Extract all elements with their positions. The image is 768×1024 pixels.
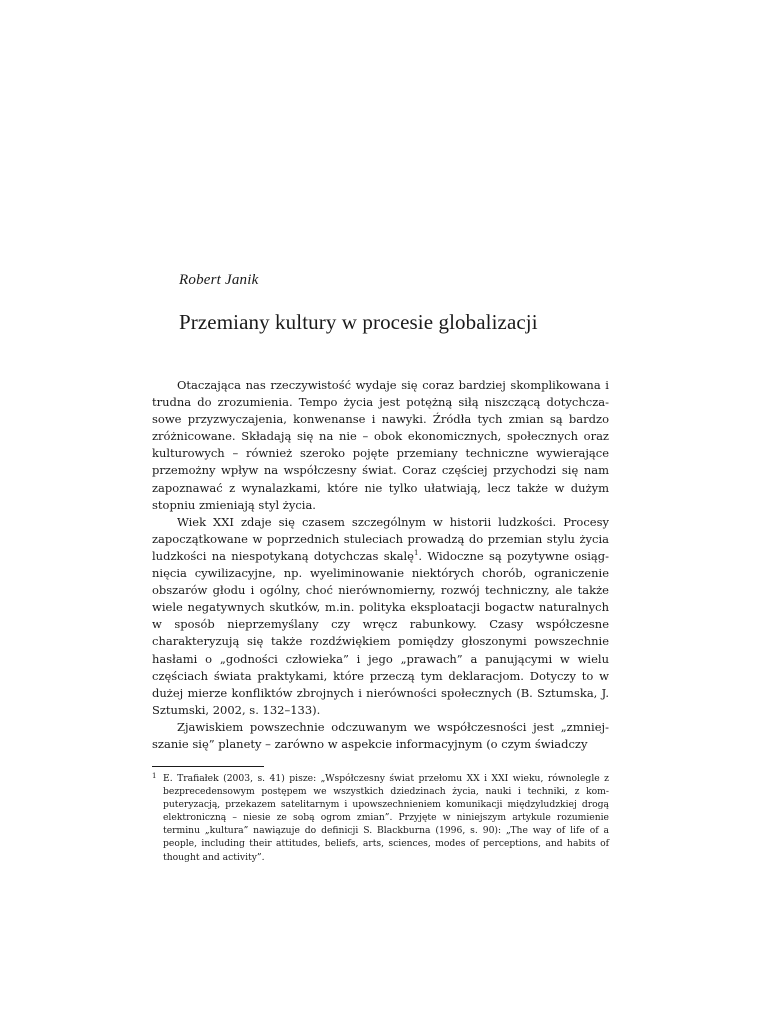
footnote-text: E. Trafiałek (2003, s. 41) pisze: „Współczesny świat przełomu XX i XXI wieku, równolegle z bezprecedensowym postępem we wszystkich dziedzinach życia, nauki i techniki, z komputeryzacją, przekazem satelitarnym i upowszechnieniem komunikacji międzyludzkiej drogą elektroniczną – niesie ze sobą ogrom zmian”. Przyjęte w niniejszym artykule rozumienie terminu „kultura” nawiązuje do definicji S. Blackburna (1996, s. 90): „The way of life of a people, including their attitudes, beliefs, arts, sciences, modes of perceptions, and habits of thought and activity”. <box>163 773 609 863</box>
paragraph-3: Zjawiskiem powszechnie odczuwanym we współczesności jest „zmniejszanie się” planety – zarówno w aspekcie informacyjnym (o czym świadczy <box>152 719 609 751</box>
footnote <box>152 772 609 864</box>
article-title: Przemiany kultury w procesie globalizacji <box>179 310 538 334</box>
author-name: Robert Janik <box>179 272 259 288</box>
paragraph-2-text-b: . Widoczne są pozytywne osiągnięcia cywilizacyjne, np. wyeliminowanie niektórych chorób, ograniczenie obszarów głodu i ogólny, choć nierównomierny, rozwój techniczny, ale także wiele negatywnych skutków, m.in. polityka eksploatacji bogactw naturalnych w sposób nieprzemyślany czy wręcz rabunkowy. Czasy współczesne charakteryzują się także rozdźwiękiem pomiędzy głoszonymi powszechnie hasłami o „godności człowieka” i jego „prawach” a panującymi w wielu częściach świata praktykami, które przeczą tym deklaracjom. Dotyczy to w dużej mierze konfliktów zbrojnych i nierówności społecznych (B. Sztumska, J. Sztumski, 2002, s. 132–133). <box>152 548 609 717</box>
article-body <box>152 377 609 753</box>
footnote-number: 1 <box>152 772 157 780</box>
footnote-divider <box>152 766 264 767</box>
paragraph-1: Otaczająca nas rzeczywistość wydaje się coraz bardziej skomplikowana i trudna do zrozumienia. Tempo życia jest potężną siłą niszczącą dotychczasowe przyzwyczajenia, konwenanse i nawyki. Źródła tych zmian są bardzo zróżnicowane. Składają się na nie – obok ekonomicznych, społecznych oraz kulturowych – również szeroko pojęte przemiany techniczne wywierające przemożny wpływ na współczesny świat. Coraz częściej przychodzi się nam zapoznawać z wynalazkami, które nie tylko ułatwiają, lecz także w dużym stopniu zmieniają styl życia. <box>152 378 609 512</box>
footnote-reference: 1 <box>413 549 419 558</box>
paragraph-2-text-a: Wiek XXI zdaje się czasem szczególnym w historii ludzkości. Procesy zapoczątkowane w poprzednich stuleciach prowadzą do przemian stylu życia ludzkości na niespotykaną dotychczas skalę <box>152 514 609 563</box>
paragraph-2 <box>152 514 609 719</box>
